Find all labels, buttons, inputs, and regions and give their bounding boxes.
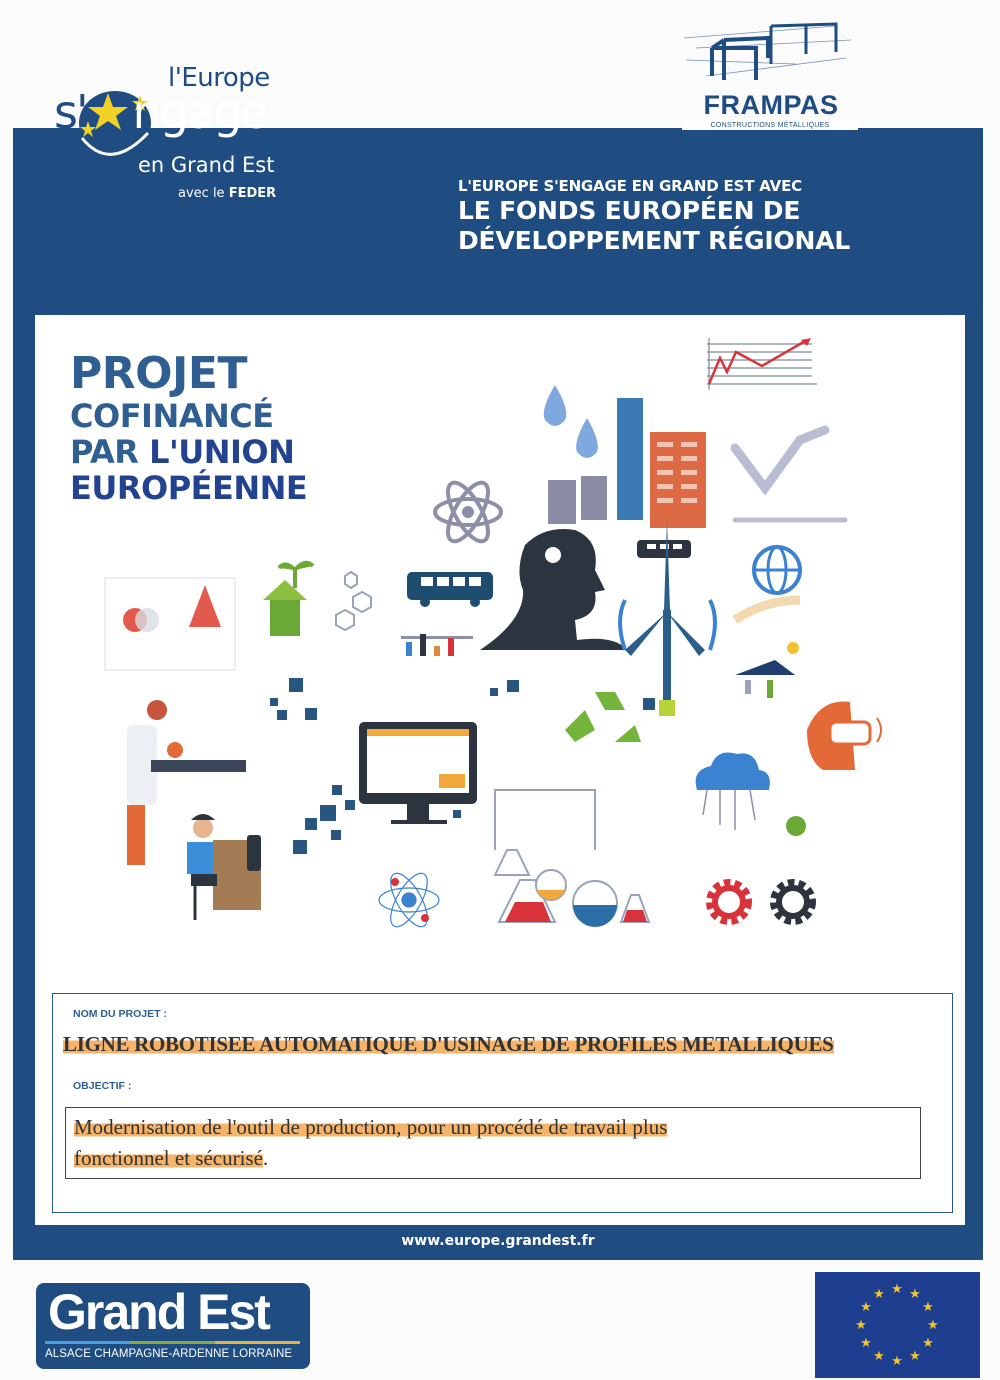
objective-label: OBJECTIF :	[73, 1080, 132, 1092]
svg-text:★: ★	[873, 1287, 885, 1302]
objective-field	[65, 1107, 921, 1179]
green-dot-decoration	[786, 816, 806, 836]
title-union: L'UNION	[149, 433, 295, 471]
svg-text:★: ★	[891, 1354, 903, 1369]
bus-icon	[407, 572, 493, 607]
logo-line-feder	[178, 186, 276, 201]
frampas-logo	[676, 18, 866, 133]
molecule-icon	[336, 572, 371, 630]
region-subtitle: ALSACE CHAMPAGNE-ARDENNE LORRAINE	[45, 1348, 293, 1360]
eco-house-icon	[263, 563, 313, 636]
feder-prefix: avec le	[178, 186, 229, 201]
test-tubes-icon	[401, 634, 473, 656]
city-buildings-icon	[548, 398, 706, 528]
globe-in-hand-icon	[735, 547, 800, 620]
logo-line-grand-est: en Grand Est	[138, 153, 275, 177]
innovation-illustration	[95, 330, 895, 960]
region-name: Grand Est	[48, 1284, 269, 1340]
svg-text:★: ★	[860, 1336, 872, 1351]
feder-header-line3: DÉVELOPPEMENT RÉGIONAL	[458, 226, 851, 255]
svg-text:★: ★	[927, 1318, 939, 1333]
eu-flag	[815, 1272, 980, 1378]
website-link[interactable]: www.europe.grandest.fr	[401, 1233, 595, 1249]
logo-s: s'	[54, 85, 87, 139]
project-name-label: NOM DU PROJET :	[73, 1008, 167, 1020]
infographic-board-icon	[105, 578, 235, 670]
project-info-form	[52, 993, 953, 1213]
eu-stars-icon	[815, 1272, 980, 1378]
color-bar-green	[130, 1341, 215, 1344]
svg-text:★: ★	[860, 1300, 872, 1315]
svg-text:★: ★	[922, 1336, 934, 1351]
grand-est-region-logo	[36, 1283, 310, 1369]
robot-arm-icon	[735, 430, 845, 520]
svg-text:★: ★	[855, 1318, 867, 1333]
svg-text:★: ★	[909, 1349, 921, 1364]
lab-glassware-icon	[495, 790, 649, 927]
vr-headset-icon	[807, 702, 881, 770]
logo-line-europe: l'Europe	[168, 63, 270, 93]
atom-icon	[379, 868, 439, 932]
feder-brand: FEDER	[228, 186, 277, 201]
color-bar-yellow	[215, 1341, 300, 1344]
objective-line2: fonctionnel et sécurisé	[74, 1146, 263, 1170]
title-par: PAR	[70, 433, 150, 471]
logo-ngage: ngage	[132, 85, 267, 139]
svg-text:★: ★	[891, 1282, 903, 1297]
objective-line2-end: .	[262, 1146, 269, 1170]
title-line1: PROJET	[70, 348, 247, 399]
atom-icon	[435, 477, 501, 547]
feder-header-line1: L'EUROPE S'ENGAGE EN GRAND EST AVEC	[458, 177, 802, 195]
water-drops-icon	[544, 385, 598, 458]
color-bar-blue	[45, 1341, 130, 1344]
cloud-network-icon	[696, 753, 770, 831]
rising-chart-icon	[707, 338, 817, 390]
wind-turbine-icon	[620, 520, 715, 716]
office-worker-icon	[187, 814, 261, 920]
feder-header-text	[458, 177, 898, 255]
computer-monitor-icon	[359, 722, 477, 824]
svg-text:★: ★	[909, 1287, 921, 1302]
gear-icon	[711, 884, 747, 920]
steel-frame-icon	[676, 18, 866, 90]
bus-icon	[637, 540, 691, 558]
europe-sengage-logo	[50, 55, 290, 205]
objective-line1: Modernisation de l'outil de production, pour un procédé de travail plus	[74, 1115, 668, 1139]
title-europeenne: EUROPÉENNE	[70, 469, 308, 507]
company-name: FRAMPAS	[703, 90, 839, 120]
logo-line-sengage	[54, 85, 267, 139]
head-ideas-icon	[480, 529, 627, 650]
company-subtitle: CONSTRUCTIONS MÉTALLIQUES	[682, 121, 858, 130]
project-name-value	[63, 1032, 834, 1057]
recycle-icon	[565, 692, 641, 742]
feder-header-line2: LE FONDS EUROPÉEN DE	[458, 196, 801, 225]
title-line2: COFINANCÉ	[70, 397, 274, 435]
gear-icon	[775, 884, 811, 920]
svg-text:★: ★	[922, 1300, 934, 1315]
project-name-text: LIGNE ROBOTISEE AUTOMATIQUE D'USINAGE DE PROFILES METALLIQUES	[63, 1032, 834, 1056]
svg-text:★: ★	[873, 1349, 885, 1364]
solar-house-icon	[735, 642, 799, 703]
